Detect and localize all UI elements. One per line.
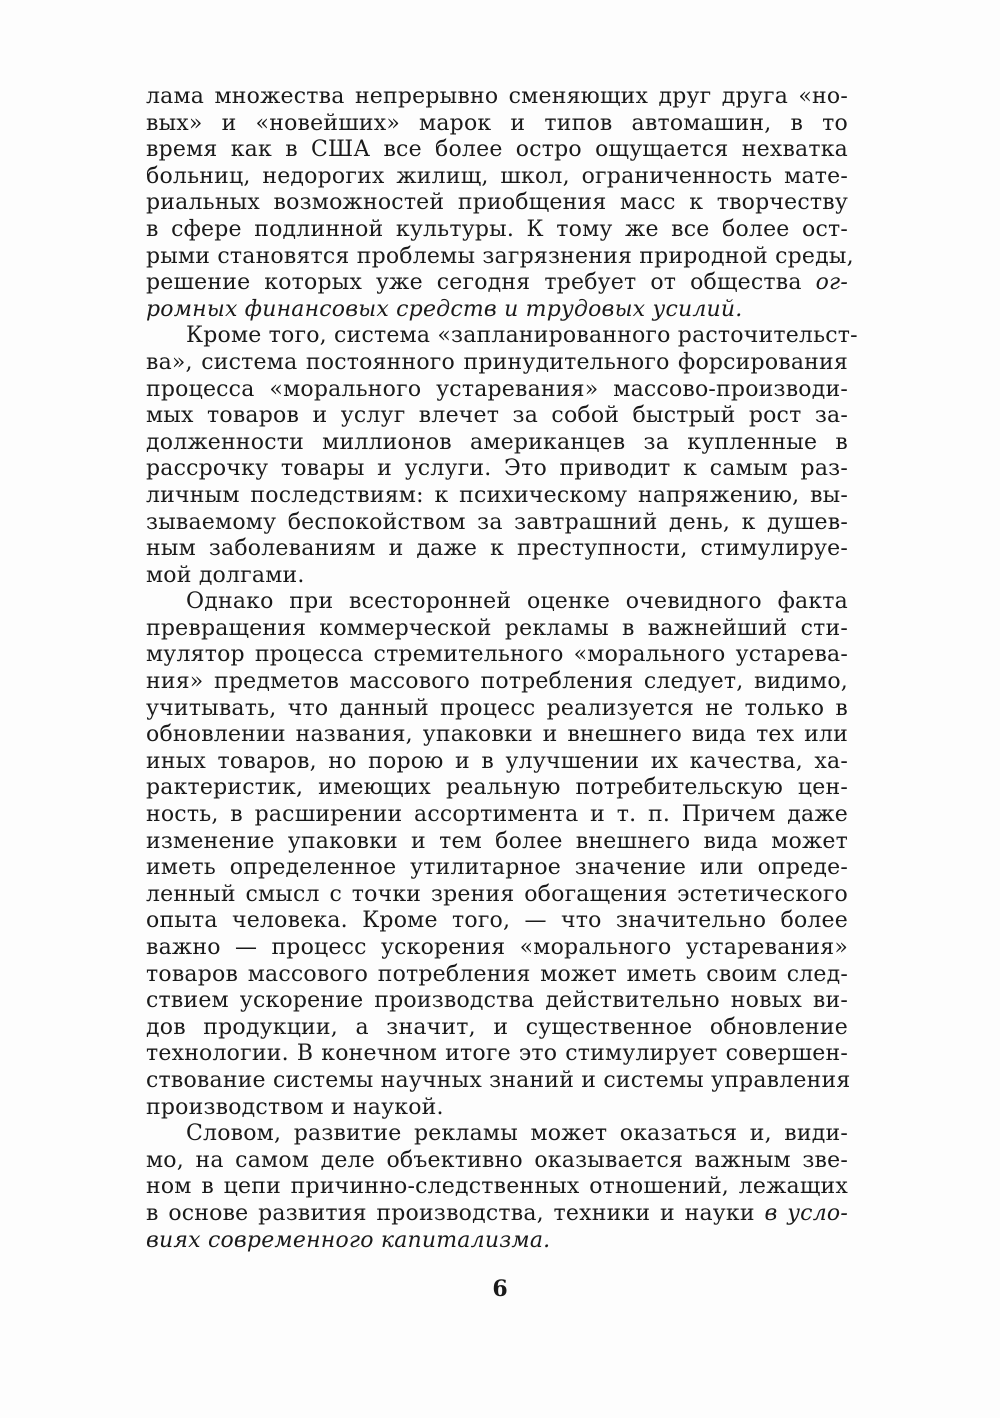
text-line xyxy=(146,111,848,138)
line-text: мой долгами. xyxy=(146,562,305,588)
text-line xyxy=(146,882,848,909)
text-line xyxy=(146,1015,848,1042)
line-text: лама множества непрерывно сменяющих друг друга «но- xyxy=(146,84,848,109)
line-text: ленный смысл с точки зрения обогащения эстетического xyxy=(146,881,848,907)
text-line xyxy=(146,749,848,776)
line-text: технологии. В конечном итоге это стимулирует совершен- xyxy=(146,1041,848,1067)
italic-text: ог- xyxy=(815,270,848,296)
line-text: ствование системы научных знаний и системы управления xyxy=(146,1067,851,1093)
line-text: рактеристик, имеющих реальную потребительскую цен- xyxy=(146,775,848,801)
text-line xyxy=(146,84,848,111)
text-line xyxy=(146,855,848,882)
line-text: вых» и «новейших» марок и типов автомашин, в то xyxy=(146,110,848,136)
text-line xyxy=(146,1228,848,1255)
line-text: изменение упаковки и тем более внешнего вида может xyxy=(146,828,848,854)
text-line xyxy=(146,217,848,244)
line-text: решение которых уже сегодня требует от общества xyxy=(146,270,802,296)
line-text: процесса «морального устаревания» массово-производи- xyxy=(146,376,848,402)
line-text: Однако при всесторонней оценке очевидного факта xyxy=(186,589,848,615)
text-line xyxy=(146,297,848,324)
line-text: в сфере подлинной культуры. К тому же все более ост- xyxy=(146,216,848,242)
text-line xyxy=(146,935,848,962)
text-line xyxy=(146,988,848,1015)
text-line xyxy=(146,1041,848,1068)
text-line xyxy=(146,722,848,749)
paragraph xyxy=(146,323,858,589)
text-line xyxy=(146,962,848,989)
body-text xyxy=(146,84,858,1254)
line-text: рыми становятся проблемы загрязнения природной среды, xyxy=(146,243,854,269)
line-text: время как в США все более остро ощущается нехватка xyxy=(146,137,848,163)
text-line xyxy=(146,510,848,537)
line-text: рассрочку товары и услуги. Это приводит к самым раз- xyxy=(146,456,848,482)
line-text: больниц, недорогих жилищ, школ, ограниченность мате- xyxy=(146,163,848,189)
text-line xyxy=(146,669,848,696)
line-text: мулятор процесса стремительного «морального устарева- xyxy=(146,642,848,668)
text-line xyxy=(146,377,848,404)
text-line xyxy=(146,589,848,616)
text-line xyxy=(146,403,848,430)
line-text: ствием ускорение производства действительно новых ви- xyxy=(146,988,848,1014)
italic-text: виях современного капитализма. xyxy=(146,1227,551,1253)
line-text: мых товаров и услуг влечет за собой быстрый рост за- xyxy=(146,403,848,429)
line-text: мо, на самом деле объективно оказывается важным зве- xyxy=(146,1147,848,1173)
italic-text: в усло- xyxy=(764,1200,848,1226)
line-text: личным последствиям: к психическому напряжению, вы- xyxy=(146,482,848,508)
text-line xyxy=(146,456,848,483)
text-line xyxy=(146,1095,848,1122)
text-line xyxy=(146,190,848,217)
text-line xyxy=(146,243,854,271)
text-line xyxy=(146,270,848,297)
paragraph xyxy=(146,84,854,323)
page-number: 6 xyxy=(492,1276,508,1302)
line-text: ном в цепи причинно-следственных отношений, лежащих xyxy=(146,1174,848,1200)
text-line xyxy=(146,616,848,643)
text-line xyxy=(146,1201,848,1228)
paragraph xyxy=(146,589,851,1121)
line-text: обновлении названия, упаковки и внешнего вида тех или xyxy=(146,722,848,748)
line-text: риальных возможностей приобщения масс к творчеству xyxy=(146,190,848,216)
text-line xyxy=(146,908,848,935)
text-line xyxy=(146,802,848,829)
line-text: ва», система постоянного принудительного форсирования xyxy=(146,349,848,375)
line-text: производством и наукой. xyxy=(146,1094,444,1120)
line-text: товаров массового потребления может иметь своим след- xyxy=(146,961,848,987)
paragraph xyxy=(146,1121,848,1254)
text-line xyxy=(146,323,858,350)
text-line xyxy=(146,1148,848,1175)
text-line xyxy=(146,1121,848,1148)
text-line xyxy=(146,642,848,669)
line-text: зываемому беспокойством за завтрашний день, к душев- xyxy=(146,509,848,535)
text-line xyxy=(146,536,848,563)
text-line xyxy=(146,563,848,590)
line-text: ния» предметов массового потребления следует, видимо, xyxy=(146,669,848,695)
text-line xyxy=(146,829,848,856)
text-line xyxy=(146,137,848,164)
text-line xyxy=(146,775,848,802)
line-text: важно — процесс ускорения «морального устаревания» xyxy=(146,935,848,960)
line-text: Словом, развитие рекламы может оказаться и, види- xyxy=(186,1121,848,1147)
text-line xyxy=(146,350,848,377)
line-text: долженности миллионов американцев за купленные в xyxy=(146,429,848,455)
line-text: учитывать, что данный процесс реализуется не только в xyxy=(146,695,848,721)
line-text: дов продукции, а значит, и существенное обновление xyxy=(146,1014,848,1040)
line-text: опыта человека. Кроме того, — что значительно более xyxy=(146,908,848,934)
line-text: в основе развития производства, техники и науки xyxy=(146,1200,755,1226)
text-line xyxy=(146,1067,851,1095)
line-text: ным заболеваниям и даже к преступности, стимулируе- xyxy=(146,536,848,562)
line-text: ность, в расширении ассортимента и т. п. Причем даже xyxy=(146,802,848,828)
text-line xyxy=(146,1174,848,1201)
text-line xyxy=(146,696,848,723)
line-text: Кроме того, система «запланированного расточительст- xyxy=(186,323,858,349)
line-text: иметь определенное утилитарное значение или опреде- xyxy=(146,855,848,881)
text-line xyxy=(146,164,848,191)
line-text: превращения коммерческой рекламы в важнейший сти- xyxy=(146,615,848,641)
text-line xyxy=(146,483,848,510)
text-line xyxy=(146,430,848,457)
italic-text: ромных финансовых средств и трудовых усилий. xyxy=(146,296,743,322)
line-text: иных товаров, но порою и в улучшении их качества, ха- xyxy=(146,748,848,774)
